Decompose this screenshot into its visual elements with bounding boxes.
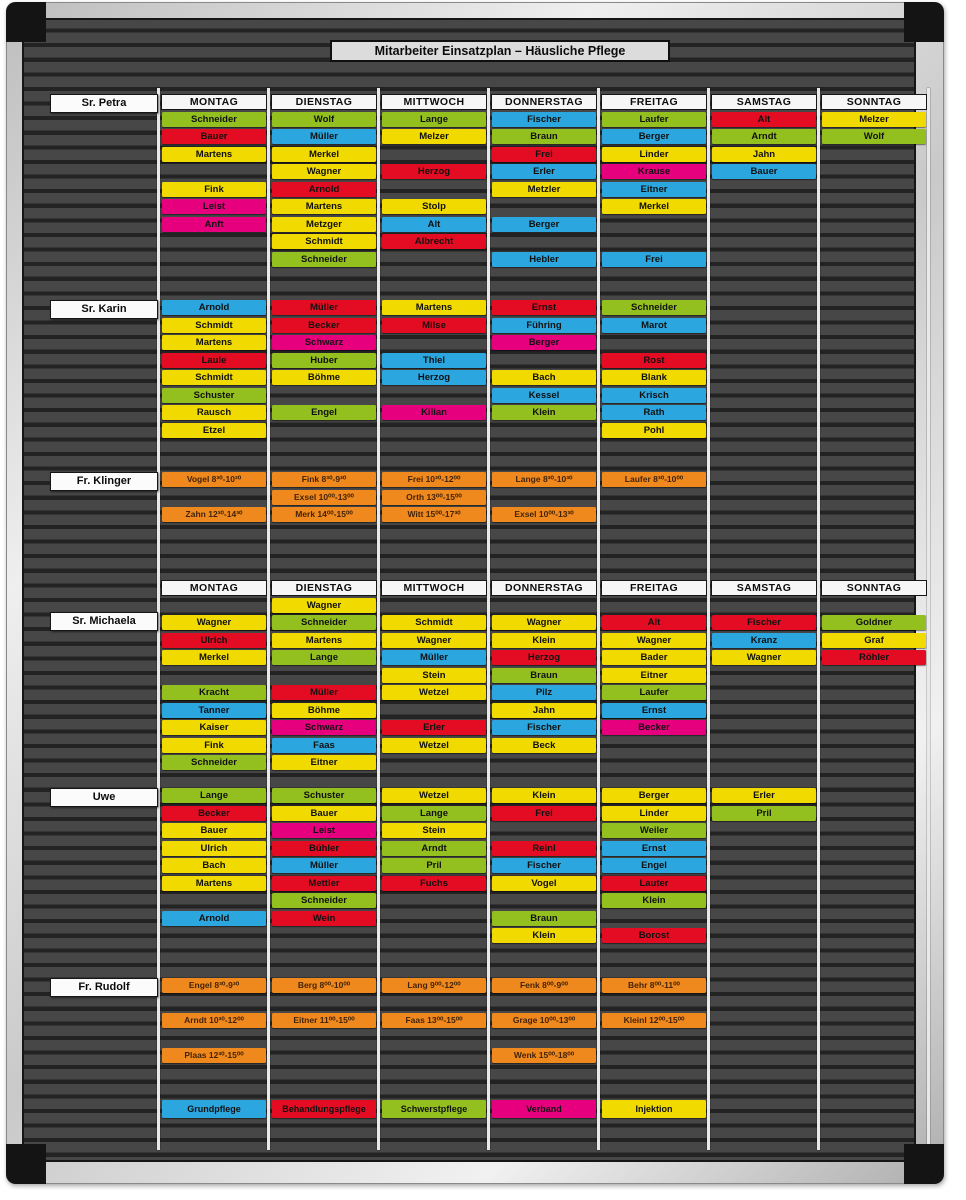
staff-card[interactable]: Wolf bbox=[822, 129, 926, 144]
time-card[interactable]: Merk 14⁰⁰-15⁰⁰ bbox=[272, 507, 376, 522]
staff-card[interactable]: Stein bbox=[382, 823, 486, 838]
staff-card[interactable]: Müller bbox=[272, 858, 376, 873]
staff-card[interactable]: Krause bbox=[602, 164, 706, 179]
legend-card[interactable]: Schwerstpflege bbox=[382, 1100, 486, 1118]
staff-card[interactable]: Lauter bbox=[602, 876, 706, 891]
staff-card[interactable]: Bader bbox=[602, 650, 706, 665]
staff-card[interactable]: Müller bbox=[382, 650, 486, 665]
time-card[interactable]: Engel 8³⁰-9³⁰ bbox=[162, 978, 266, 993]
staff-card[interactable]: Rost bbox=[602, 353, 706, 368]
time-card[interactable]: Behr 8⁰⁰-11⁰⁰ bbox=[602, 978, 706, 993]
staff-card[interactable]: Schwarz bbox=[272, 335, 376, 350]
time-card[interactable]: Fink 8³⁰-9³⁰ bbox=[272, 472, 376, 487]
staff-card[interactable]: Wetzel bbox=[382, 738, 486, 753]
day-header: DONNERSTAG bbox=[491, 580, 597, 596]
time-card[interactable]: Witt 15⁰⁰-17³⁰ bbox=[382, 507, 486, 522]
staff-card[interactable]: Linder bbox=[602, 147, 706, 162]
staff-card[interactable]: Krisch bbox=[602, 388, 706, 403]
staff-card[interactable]: Metzger bbox=[272, 217, 376, 232]
staff-card[interactable]: Böhme bbox=[272, 703, 376, 718]
day-header: DIENSTAG bbox=[271, 94, 377, 110]
staff-card[interactable]: Eitner bbox=[602, 182, 706, 197]
staff-card[interactable]: Bauer bbox=[712, 164, 816, 179]
staff-card[interactable]: Becker bbox=[162, 806, 266, 821]
time-card[interactable]: Wenk 15⁰⁰-18⁰⁰ bbox=[492, 1048, 596, 1063]
legend-card[interactable]: Grundpflege bbox=[162, 1100, 266, 1118]
staff-card[interactable]: Klein bbox=[492, 633, 596, 648]
staff-card[interactable]: Fink bbox=[162, 182, 266, 197]
staff-card[interactable]: Berger bbox=[602, 788, 706, 803]
staff-card[interactable]: Bauer bbox=[162, 823, 266, 838]
staff-card[interactable]: Arnold bbox=[272, 182, 376, 197]
staff-card[interactable]: Martens bbox=[162, 876, 266, 891]
staff-card[interactable]: Alt bbox=[602, 615, 706, 630]
time-card[interactable]: Lange 8³⁰-10³⁰ bbox=[492, 472, 596, 487]
day-header: DONNERSTAG bbox=[491, 94, 597, 110]
staff-card[interactable]: Graf bbox=[822, 633, 926, 648]
staff-card[interactable]: Erler bbox=[382, 720, 486, 735]
time-card[interactable]: Zahn 12³⁰-14³⁰ bbox=[162, 507, 266, 522]
time-card[interactable]: Berg 8⁰⁰-10⁰⁰ bbox=[272, 978, 376, 993]
staff-card[interactable]: Klein bbox=[602, 893, 706, 908]
staff-card[interactable]: Ernst bbox=[602, 703, 706, 718]
staff-card[interactable]: Schuster bbox=[162, 388, 266, 403]
time-card[interactable]: Kleinl 12⁰⁰-15⁰⁰ bbox=[602, 1013, 706, 1028]
corner-cap-top-left bbox=[6, 2, 46, 42]
time-card[interactable]: Arndt 10³⁰-12⁰⁰ bbox=[162, 1013, 266, 1028]
staff-card[interactable]: Alt bbox=[712, 112, 816, 127]
staff-card[interactable]: Wolf bbox=[272, 112, 376, 127]
staff-card[interactable]: Ulrich bbox=[162, 633, 266, 648]
time-card[interactable]: Vogel 8³⁰-10³⁰ bbox=[162, 472, 266, 487]
staff-card[interactable]: Braun bbox=[492, 911, 596, 926]
staff-card[interactable]: Pril bbox=[712, 806, 816, 821]
time-card[interactable]: Lang 9⁰⁰-12⁰⁰ bbox=[382, 978, 486, 993]
row-label: Sr. Karin bbox=[50, 300, 158, 319]
staff-card[interactable]: Pril bbox=[382, 858, 486, 873]
staff-card[interactable]: Wetzel bbox=[382, 788, 486, 803]
staff-card[interactable]: Lange bbox=[162, 788, 266, 803]
staff-card[interactable]: Bach bbox=[492, 370, 596, 385]
staff-card[interactable]: Martens bbox=[162, 147, 266, 162]
staff-card[interactable]: Arndt bbox=[712, 129, 816, 144]
staff-card[interactable]: Erler bbox=[492, 164, 596, 179]
staff-card[interactable]: Huber bbox=[272, 353, 376, 368]
staff-card[interactable]: Jahn bbox=[712, 147, 816, 162]
time-card[interactable]: Faas 13⁰⁰-15⁰⁰ bbox=[382, 1013, 486, 1028]
staff-card[interactable]: Mettler bbox=[272, 876, 376, 891]
staff-card[interactable]: Martens bbox=[162, 335, 266, 350]
staff-card[interactable]: Bühler bbox=[272, 841, 376, 856]
staff-card[interactable]: Stein bbox=[382, 668, 486, 683]
legend-card[interactable]: Behandlungspflege bbox=[272, 1100, 376, 1118]
staff-card[interactable]: Bauer bbox=[162, 129, 266, 144]
staff-card[interactable]: Becker bbox=[272, 318, 376, 333]
staff-card[interactable]: Fischer bbox=[492, 112, 596, 127]
staff-card[interactable]: Wagner bbox=[492, 615, 596, 630]
staff-card[interactable]: Leist bbox=[162, 199, 266, 214]
staff-card[interactable]: Erler bbox=[712, 788, 816, 803]
staff-card[interactable]: Braun bbox=[492, 129, 596, 144]
staff-card[interactable]: Goldner bbox=[822, 615, 926, 630]
row-label: Sr. Michaela bbox=[50, 612, 158, 631]
staff-card[interactable]: Schneider bbox=[162, 755, 266, 770]
staff-card[interactable]: Hebler bbox=[492, 252, 596, 267]
legend-card[interactable]: Injektion bbox=[602, 1100, 706, 1118]
staff-card[interactable]: Schneider bbox=[162, 112, 266, 127]
staff-card[interactable]: Leist bbox=[272, 823, 376, 838]
day-header: SONNTAG bbox=[821, 580, 927, 596]
staff-card[interactable]: Merkel bbox=[272, 147, 376, 162]
staff-card[interactable]: Merkel bbox=[602, 199, 706, 214]
staff-card[interactable]: Eitner bbox=[602, 668, 706, 683]
staff-card[interactable]: Tanner bbox=[162, 703, 266, 718]
staff-card[interactable]: Frei bbox=[492, 806, 596, 821]
day-header: SONNTAG bbox=[821, 94, 927, 110]
staff-card[interactable]: Führing bbox=[492, 318, 596, 333]
staff-card[interactable]: Merkel bbox=[162, 650, 266, 665]
staff-card[interactable]: Berger bbox=[602, 129, 706, 144]
board-title: Mitarbeiter Einsatzplan – Häusliche Pflege bbox=[330, 40, 670, 62]
staff-card[interactable]: Schneider bbox=[272, 893, 376, 908]
staff-card[interactable]: Wetzel bbox=[382, 685, 486, 700]
column-divider bbox=[817, 88, 820, 1150]
staff-card[interactable]: Fischer bbox=[492, 858, 596, 873]
staff-card[interactable]: Martens bbox=[272, 633, 376, 648]
staff-card[interactable]: Wein bbox=[272, 911, 376, 926]
row-label: Fr. Rudolf bbox=[50, 978, 158, 997]
staff-card[interactable]: Berger bbox=[492, 217, 596, 232]
staff-card[interactable]: Frei bbox=[492, 147, 596, 162]
day-header: MONTAG bbox=[161, 580, 267, 596]
staff-card[interactable]: Anft bbox=[162, 217, 266, 232]
time-card[interactable]: Eitner 11⁰⁰-15⁰⁰ bbox=[272, 1013, 376, 1028]
day-header: FREITAG bbox=[601, 94, 707, 110]
staff-card[interactable]: Schneider bbox=[272, 615, 376, 630]
staff-card[interactable]: Frei bbox=[602, 252, 706, 267]
staff-card[interactable]: Rath bbox=[602, 405, 706, 420]
column-divider bbox=[707, 88, 710, 1150]
staff-card[interactable]: Klein bbox=[492, 928, 596, 943]
staff-card[interactable]: Wagner bbox=[602, 633, 706, 648]
staff-card[interactable]: Klein bbox=[492, 405, 596, 420]
staff-card[interactable]: Fuchs bbox=[382, 876, 486, 891]
day-header: FREITAG bbox=[601, 580, 707, 596]
staff-card[interactable]: Stolp bbox=[382, 199, 486, 214]
staff-card[interactable]: Fischer bbox=[492, 720, 596, 735]
staff-card[interactable]: Braun bbox=[492, 668, 596, 683]
staff-card[interactable]: Herzog bbox=[382, 370, 486, 385]
staff-card[interactable]: Jahn bbox=[492, 703, 596, 718]
staff-card[interactable]: Thiel bbox=[382, 353, 486, 368]
staff-card[interactable]: Albrecht bbox=[382, 234, 486, 249]
staff-card[interactable]: Borost bbox=[602, 928, 706, 943]
staff-card[interactable]: Wagner bbox=[162, 615, 266, 630]
staff-card[interactable]: Martens bbox=[382, 300, 486, 315]
time-card[interactable]: Orth 13⁰⁰-15⁰⁰ bbox=[382, 490, 486, 505]
staff-card[interactable]: Berger bbox=[492, 335, 596, 350]
staff-card[interactable]: Lange bbox=[272, 650, 376, 665]
staff-card[interactable]: Etzel bbox=[162, 423, 266, 438]
staff-card[interactable]: Arndt bbox=[382, 841, 486, 856]
staff-card[interactable]: Kilian bbox=[382, 405, 486, 420]
staff-card[interactable]: Vogel bbox=[492, 876, 596, 891]
time-card[interactable]: Exsel 10⁰⁰-13³⁰ bbox=[492, 507, 596, 522]
staff-card[interactable]: Wagner bbox=[712, 650, 816, 665]
staff-card[interactable]: Melzer bbox=[382, 129, 486, 144]
staff-card[interactable]: Müller bbox=[272, 300, 376, 315]
staff-card[interactable]: Ulrich bbox=[162, 841, 266, 856]
time-card[interactable]: Exsel 10⁰⁰-13⁰⁰ bbox=[272, 490, 376, 505]
staff-card[interactable]: Kranz bbox=[712, 633, 816, 648]
staff-card[interactable]: Schneider bbox=[602, 300, 706, 315]
staff-card[interactable]: Wagner bbox=[272, 164, 376, 179]
row-label: Sr. Petra bbox=[50, 94, 158, 113]
staff-card[interactable]: Schmidt bbox=[162, 318, 266, 333]
staff-card[interactable]: Bauer bbox=[272, 806, 376, 821]
staff-card[interactable]: Marot bbox=[602, 318, 706, 333]
staff-card[interactable]: Müller bbox=[272, 685, 376, 700]
staff-card[interactable]: Herzog bbox=[492, 650, 596, 665]
staff-card[interactable]: Böhme bbox=[272, 370, 376, 385]
time-card[interactable]: Grage 10⁰⁰-13⁰⁰ bbox=[492, 1013, 596, 1028]
corner-cap-bottom-left bbox=[6, 1144, 46, 1184]
staff-card[interactable]: Kaiser bbox=[162, 720, 266, 735]
staff-card[interactable]: Pohl bbox=[602, 423, 706, 438]
staff-card[interactable]: Beck bbox=[492, 738, 596, 753]
column-divider bbox=[267, 88, 270, 1150]
staff-card[interactable]: Faas bbox=[272, 738, 376, 753]
staff-card[interactable]: Becker bbox=[602, 720, 706, 735]
staff-card[interactable]: Blank bbox=[602, 370, 706, 385]
row-label: Uwe bbox=[50, 788, 158, 807]
row-label: Fr. Klinger bbox=[50, 472, 158, 491]
staff-card[interactable]: Schmidt bbox=[272, 234, 376, 249]
staff-card[interactable]: Alt bbox=[382, 217, 486, 232]
staff-card[interactable]: Kracht bbox=[162, 685, 266, 700]
staff-card[interactable]: Schuster bbox=[272, 788, 376, 803]
day-header: SAMSTAG bbox=[711, 94, 817, 110]
staff-card[interactable]: Wagner bbox=[382, 633, 486, 648]
staff-card[interactable]: Reinl bbox=[492, 841, 596, 856]
day-header: MITTWOCH bbox=[381, 94, 487, 110]
time-card[interactable]: Frei 10³⁰-12⁰⁰ bbox=[382, 472, 486, 487]
staff-card[interactable]: Lange bbox=[382, 112, 486, 127]
staff-card[interactable]: Ernst bbox=[492, 300, 596, 315]
column-divider bbox=[597, 88, 600, 1150]
staff-card[interactable]: Melzer bbox=[822, 112, 926, 127]
staff-card[interactable]: Fischer bbox=[712, 615, 816, 630]
time-card[interactable]: Fenk 8⁰⁰-9⁰⁰ bbox=[492, 978, 596, 993]
day-header: MONTAG bbox=[161, 94, 267, 110]
staff-card[interactable]: Laufer bbox=[602, 685, 706, 700]
staff-card[interactable]: Eitner bbox=[272, 755, 376, 770]
staff-card[interactable]: Schneider bbox=[272, 252, 376, 267]
corner-cap-bottom-right bbox=[904, 1144, 944, 1184]
staff-card[interactable]: Laule bbox=[162, 353, 266, 368]
staff-card[interactable]: Pilz bbox=[492, 685, 596, 700]
staff-card[interactable]: Linder bbox=[602, 806, 706, 821]
staff-card[interactable]: Schmidt bbox=[382, 615, 486, 630]
corner-cap-top-right bbox=[904, 2, 944, 42]
column-divider bbox=[927, 88, 930, 1150]
staff-card[interactable]: Milse bbox=[382, 318, 486, 333]
staff-card[interactable]: Kessel bbox=[492, 388, 596, 403]
staff-card[interactable]: Schmidt bbox=[162, 370, 266, 385]
staff-card[interactable]: Fink bbox=[162, 738, 266, 753]
staff-card[interactable]: Weiler bbox=[602, 823, 706, 838]
staff-card[interactable]: Engel bbox=[602, 858, 706, 873]
staff-card[interactable]: Ernst bbox=[602, 841, 706, 856]
staff-card[interactable]: Klein bbox=[492, 788, 596, 803]
staff-card[interactable]: Lange bbox=[382, 806, 486, 821]
day-header: MITTWOCH bbox=[381, 580, 487, 596]
legend-card[interactable]: Verband bbox=[492, 1100, 596, 1118]
time-card[interactable]: Laufer 8³⁰-10⁰⁰ bbox=[602, 472, 706, 487]
column-divider bbox=[377, 88, 380, 1150]
staff-card[interactable]: Herzog bbox=[382, 164, 486, 179]
day-header: SAMSTAG bbox=[711, 580, 817, 596]
staff-card[interactable]: Röhler bbox=[822, 650, 926, 665]
staff-card[interactable]: Engel bbox=[272, 405, 376, 420]
staff-card[interactable]: Arnold bbox=[162, 911, 266, 926]
time-card[interactable]: Plaas 12³⁰-15⁰⁰ bbox=[162, 1048, 266, 1063]
staff-card[interactable]: Martens bbox=[272, 199, 376, 214]
staff-card[interactable]: Wagner bbox=[272, 598, 376, 613]
staff-card[interactable]: Müller bbox=[272, 129, 376, 144]
staff-card[interactable]: Arnold bbox=[162, 300, 266, 315]
staff-card[interactable]: Laufer bbox=[602, 112, 706, 127]
day-header: DIENSTAG bbox=[271, 580, 377, 596]
staff-card[interactable]: Bach bbox=[162, 858, 266, 873]
staff-card[interactable]: Schwarz bbox=[272, 720, 376, 735]
staff-card[interactable]: Rausch bbox=[162, 405, 266, 420]
staff-card[interactable]: Metzler bbox=[492, 182, 596, 197]
column-divider bbox=[487, 88, 490, 1150]
